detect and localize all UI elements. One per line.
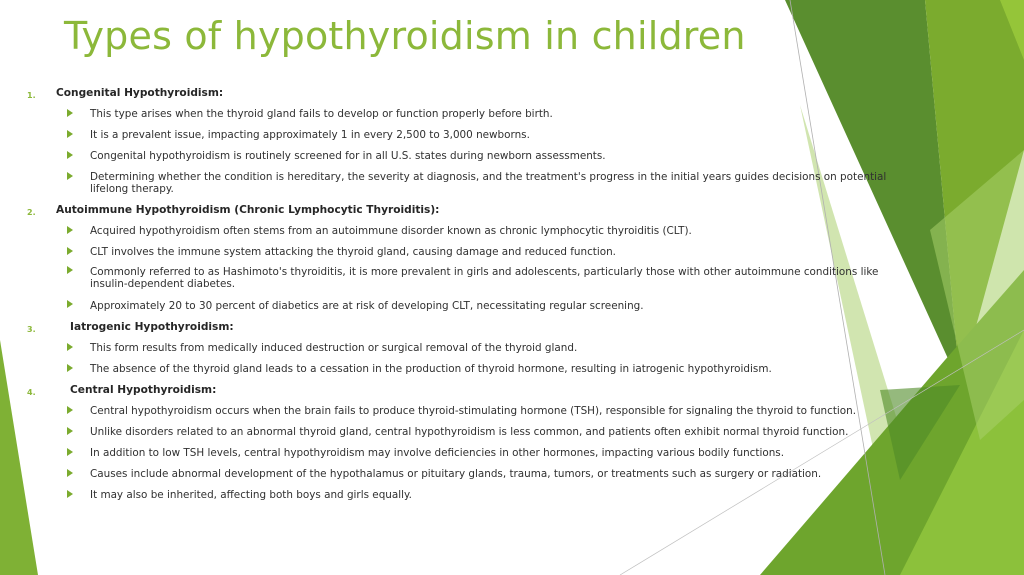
list-item: CLT involves the immune system attacking the thyroid gland, causing damage and reduced function.	[90, 246, 616, 258]
bullet-arrow-icon	[67, 266, 73, 274]
bullet-arrow-icon	[67, 427, 73, 435]
list-item: This type arises when the thyroid gland fails to develop or function properly before birth.	[90, 108, 553, 120]
list-item: This form results from medically induced destruction or surgical removal of the thyroid gland.	[90, 342, 578, 354]
list-item: Acquired hypothyroidism often stems from an autoimmune disorder known as chronic lymphocytic thyroiditis (CLT).	[90, 225, 692, 237]
bullet-arrow-icon	[67, 343, 73, 351]
list-item: Causes include abnormal development of the hypothalamus or pituitary glands, trauma, tumors, or treatments such as surgery or radiation.	[90, 468, 822, 480]
bullet-arrow-icon	[67, 247, 73, 255]
section-heading: Central Hypothyroidism:	[70, 384, 217, 396]
bullet-arrow-icon	[67, 364, 73, 372]
section-number: 4.	[27, 388, 36, 397]
list-item: Determining whether the condition is hereditary, the severity at diagnosis, and the treatment's progress in the initial years guides decisions on potential lifelong therapy.	[90, 171, 887, 195]
section-heading: Congenital Hypothyroidism:	[56, 87, 224, 99]
list-item: In addition to low TSH levels, central hypothyroidism may involve deficiencies in other hormones, impacting various bodily functions.	[90, 447, 785, 459]
bullet-arrow-icon	[67, 226, 73, 234]
list-item: Congenital hypothyroidism is routinely screened for in all U.S. states during newborn assessments.	[90, 150, 606, 162]
section-heading: Iatrogenic Hypothyroidism:	[70, 321, 234, 333]
section-heading: Autoimmune Hypothyroidism (Chronic Lymphocytic Thyroiditis):	[56, 204, 440, 216]
list-item: Commonly referred to as Hashimoto's thyroiditis, it is more prevalent in girls and adolescents, particularly those with other autoimmune conditions like insulin-dependent diabetes.	[90, 266, 879, 290]
list-item: Central hypothyroidism occurs when the brain fails to produce thyroid-stimulating hormone (TSH), responsible for signaling the thyroid to function.	[90, 405, 857, 417]
list-item: Approximately 20 to 30 percent of diabetics are at risk of developing CLT, necessitating regular screening.	[90, 300, 644, 312]
list-item: It may also be inherited, affecting both boys and girls equally.	[90, 489, 412, 501]
bullet-arrow-icon	[67, 172, 73, 180]
list-item: Unlike disorders related to an abnormal thyroid gland, central hypothyroidism is less common, and patients often exhibit normal thyroid function.	[90, 426, 849, 438]
bullet-arrow-icon	[67, 406, 73, 414]
bullet-arrow-icon	[67, 448, 73, 456]
section-number: 1.	[27, 91, 36, 100]
bullet-arrow-icon	[67, 490, 73, 498]
bullet-arrow-icon	[67, 300, 73, 308]
list-item: It is a prevalent issue, impacting approximately 1 in every 2,500 to 3,000 newborns.	[90, 129, 530, 141]
bullet-arrow-icon	[67, 151, 73, 159]
section-number: 3.	[27, 325, 36, 334]
slide-title: Types of hypothyroidism in children	[64, 14, 746, 58]
section-number: 2.	[27, 208, 36, 217]
bullet-arrow-icon	[67, 130, 73, 138]
bullet-arrow-icon	[67, 469, 73, 477]
bullet-arrow-icon	[67, 109, 73, 117]
list-item: The absence of the thyroid gland leads to a cessation in the production of thyroid hormone, resulting in iatrogenic hypothyroidism.	[90, 363, 772, 375]
